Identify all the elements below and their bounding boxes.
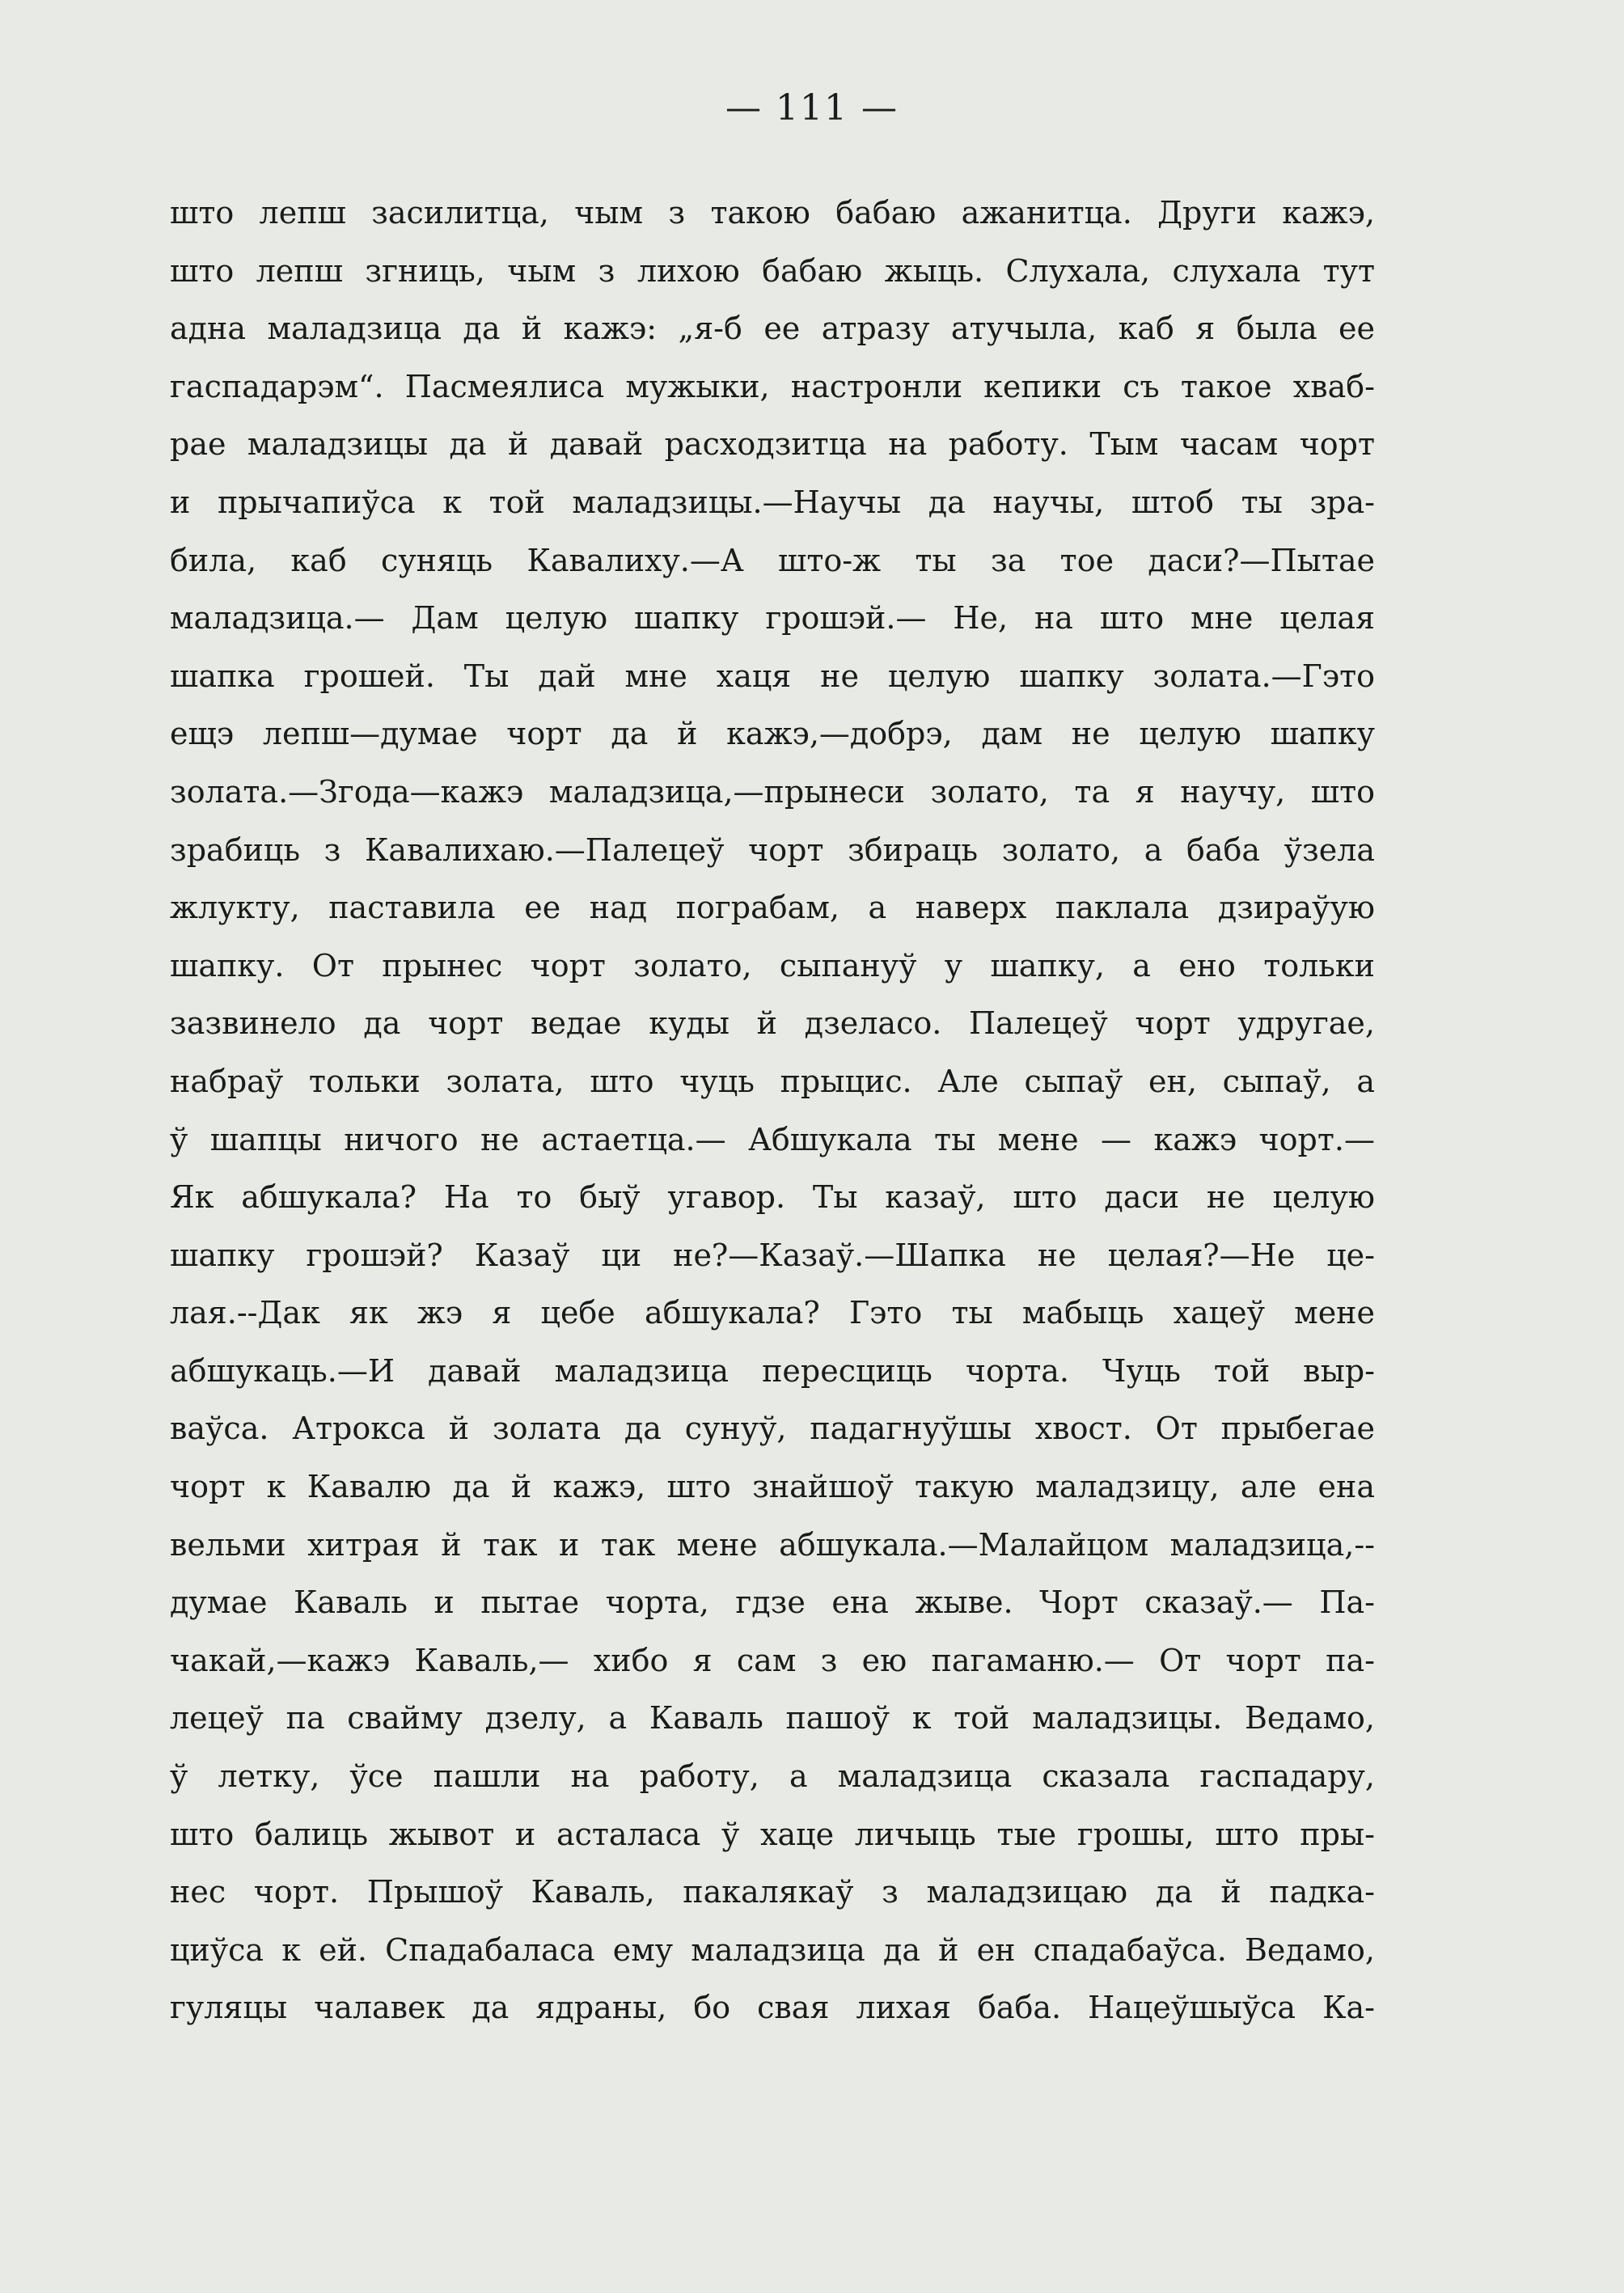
text-line: вельми хитрая й так и так мене абшукала.—Малайцом маладзица,-- [170,1526,1375,1563]
text-line: лецеў па свайму дзелу, а Каваль пашоў к той маладзицы. Ведамо, [170,1700,1375,1737]
text-line: рае маладзицы да й давай расходзитца на работу. Тым часам чорт [170,426,1375,463]
text-line: абшукаць.—И давай маладзица пересциць чорта. Чуць той выр- [170,1352,1375,1389]
body-text [170,184,1375,2037]
text-line: чакай,—кажэ Каваль,— хибо я сам з ею пагаманю.— От чорт па- [170,1642,1375,1678]
text-line: адна маладзица да й кажэ: „я-б ее атразу атучыла, каб я была ее [170,311,1375,347]
text-line: ещэ лепш—думае чорт да й кажэ,—добрэ, дам не целую шапку [170,716,1375,752]
text-line: гаспадарэм“. Пасмеялиса мужыки, настронли кепики съ такое хваб- [170,368,1375,404]
text-line: зрабиць з Кавалихаю.—Палецеў чорт збираць золато, а баба ўзела [170,831,1375,868]
text-line: ў шапцы ничого не астаетца.— Абшукала ты мене — кажэ чорт.— [170,1121,1375,1157]
text-line: и прычапиўса к той маладзицы.—Научы да научы, штоб ты зра- [170,484,1375,520]
text-line: била, каб суняць Кавалиху.—А што-ж ты за тое даси?—Пытае [170,542,1375,578]
text-line: Як абшукала? На то быў угавор. Ты казаў, што даси не целую [170,1179,1375,1216]
text-line: жлукту, паставила ее над пограбам, а наверх паклала дзираўую [170,890,1375,926]
text-line: лая.--Дак як жэ я цебе абшукала? Гэто ты мабыць хацеў мене [170,1295,1375,1331]
text-line: циўса к ей. Спадабаласа ему маладзица да й ен спадабаўса. Ведамо, [170,1931,1375,1968]
text-line: ваўса. Атрокса й золата да сунуў, падагнуўшы хвост. От прыбегае [170,1411,1375,1447]
text-line: зазвинело да чорт ведае куды й дзеласо. Палецеў чорт удругае, [170,1005,1375,1042]
text-line: шапку. От прынес чорт золато, сыпануў у шапку, а ено тольки [170,947,1375,984]
text-line: золата.—Згода—кажэ маладзица,—прынеси золато, та я научу, што [170,773,1375,810]
text-line: шапка грошей. Ты дай мне хаця не целую шапку золата.—Гэто [170,658,1375,694]
text-line: чорт к Кавалю да й кажэ, што знайшоў такую маладзицу, але ена [170,1469,1375,1505]
text-line: маладзица.— Дам целую шапку грошэй.— Не, на што мне целая [170,600,1375,637]
text-line: шапку грошэй? Казаў ци не?—Казаў.—Шапка не целая?—Не це- [170,1237,1375,1273]
text-line: што лепш засилитца, чым з такою бабаю ажанитца. Други кажэ, [170,195,1375,231]
text-line: што лепш згниць, чым з лихою бабаю жыць. Слухала, слухала тут [170,252,1375,289]
page-number: — 111 — [725,87,899,129]
text-line: гуляцы чалавек да ядраны, бо свая лихая баба. Нацеўшыўса Ка- [170,1990,1375,2026]
text-line: што балиць жывот и асталаса ў хаце личыць тые грошы, што пры- [170,1816,1375,1852]
text-line: нес чорт. Прышоў Каваль, пакалякаў з маладзицаю да й падка- [170,1874,1375,1910]
text-line: ў летку, ўсе пашли на работу, а маладзица сказала гаспадару, [170,1758,1375,1795]
text-line: набраў тольки золата, што чуць прыцис. Але сыпаў ен, сыпаў, а [170,1063,1375,1099]
text-line: думае Каваль и пытае чорта, гдзе ена жыве. Чорт сказаў.— Па- [170,1584,1375,1621]
